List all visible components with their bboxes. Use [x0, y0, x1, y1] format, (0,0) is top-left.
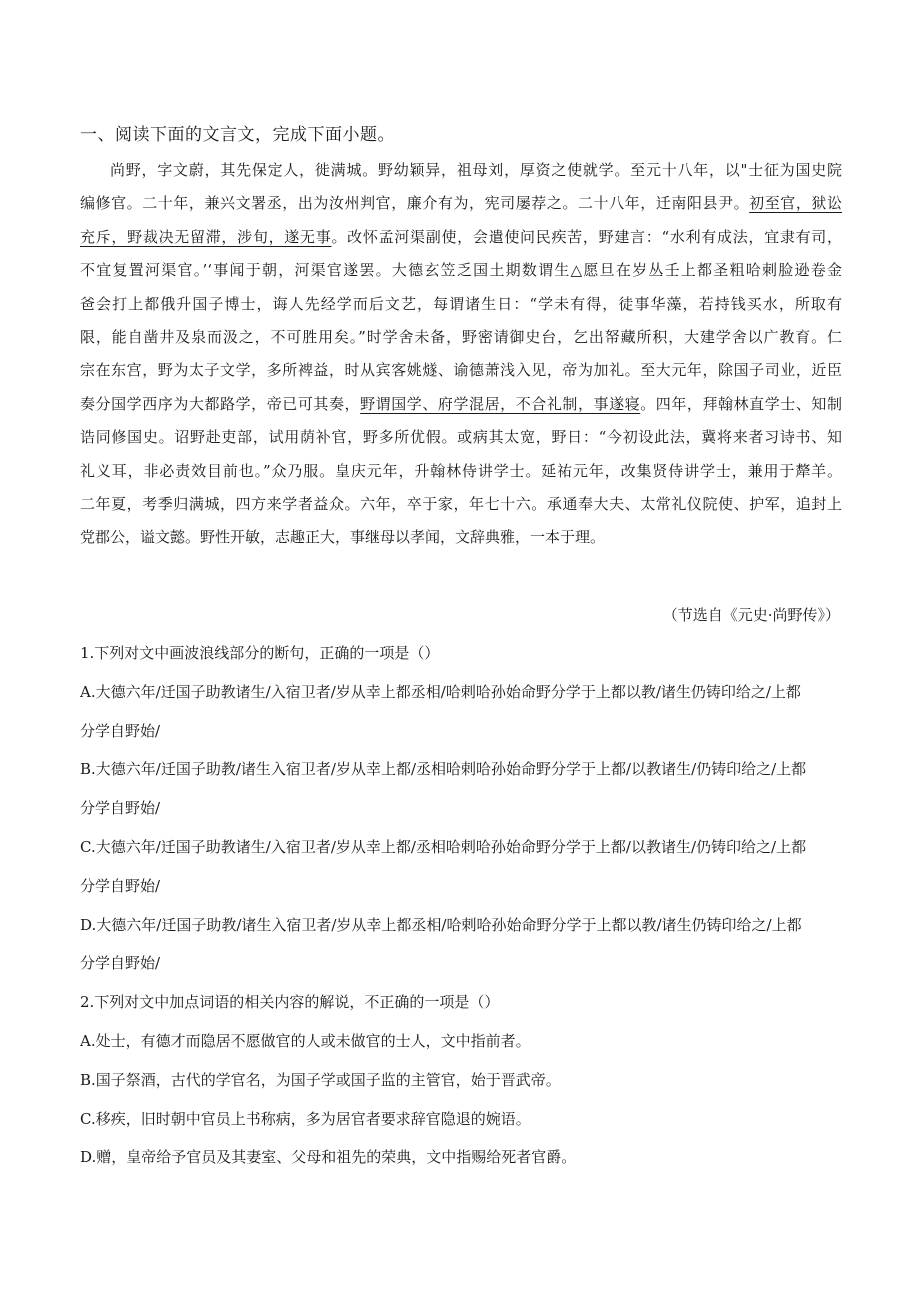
underlined-phrase: 初至官，狱讼: [749, 194, 842, 213]
passage-line: [80, 521, 842, 554]
passage-line: [80, 288, 842, 321]
question-line: 分学自野始/: [80, 721, 161, 740]
passage-text: 不宜复置河渠官。’‘事闻于朝，河渠官遂罢。大德玄笠乏国土期数谓生△愿旦在岁丛壬上都圣粗哈刺脸逊卷金: [80, 261, 842, 280]
passage-text: 二年夏，考季归满城，四方来学者益众。六年，卒于家，年七十六。承通奉大夫、太常礼仪院使、护军，追封上: [80, 494, 842, 513]
passage-text: 礼义耳，非必责效目前也。”众乃服。皇庆元年，升翰林侍讲学士。延祐元年，改集贤侍讲学士，兼用于犛羊。: [80, 461, 842, 480]
question-line: 分学自野始/: [80, 954, 161, 973]
passage-line: [80, 254, 842, 287]
passage-line: [80, 187, 842, 220]
question-line: D.大德六年/迁国子助教/诸生入宿卫者/岁从幸上都丞相/哈剌哈孙始命野分学于上都以教/诸生仍铸印给之/上都: [80, 915, 802, 934]
passage-text: 。四年，拜翰林直学士、知制: [640, 394, 842, 413]
passage-source: （节选自《元史·尚野传》）: [662, 606, 840, 624]
question-line: A.大德六年/迁国子助教诸生/入宿卫者/岁从幸上都丞相/哈剌哈孙始命野分学于上都以教/诸生仍铸印给之/上都: [80, 682, 801, 701]
question-line: D.赠，皇帝给予官员及其妻室、父母和祖先的荣典，文中指赐给死者官爵。: [80, 1148, 577, 1167]
question-line: 1.下列对文中画波浪线部分的断句，正确的一项是（）: [80, 644, 440, 662]
passage-text: 诰同修国史。诏野赴吏部，试用荫补官，野多所优假。或病其太宽，野日：“今初设此法，冀将来者习诗书、知: [80, 428, 842, 447]
question-line: C.移疾，旧时朝中官员上书称病，多为居官者要求辞官隐退的婉语。: [80, 1109, 531, 1128]
passage-text: 尚野，字文蔚，其先保定人，徙满城。野幼颖异，祖母刘，厚资之使就学。至元十八年，以"士征为国史院: [110, 161, 842, 179]
passage-line: [80, 354, 842, 387]
passage-line: [80, 488, 842, 521]
passage-text: 党郡公，谥文懿。野性开敏，志趣正大，事继母以孝闻，文辞典雅，一本于理。: [80, 528, 606, 547]
classical-passage: [80, 154, 842, 555]
passage-text: 奏分国学西序为大都路学，帝已可其奏，: [80, 394, 361, 413]
underlined-phrase: 野谓国学、府学混居，不合礼制，事遂寝: [360, 394, 641, 413]
passage-text: 宗在东宫，野为太子文学，多所裨益，时从宾客姚燧、谕德萧浅入见，帝为加礼。至大元年，除国子司业，近臣: [80, 361, 842, 380]
question-line: B.国子祭酒，古代的学官名，为国子学或国子监的主管官，始于晋武帝。: [80, 1070, 561, 1089]
passage-text: 限，能自凿井及泉而汲之，不可胜用矣。”时学舍未备，野密请御史台，乞出帑藏所积，大建学舍以广教育。仁: [80, 327, 842, 346]
section-heading: 一、阅读下面的文言文，完成下面小题。: [80, 125, 395, 145]
passage-text: 。改怀孟河渠副使，会遣使问民疾苦，野建言：“水利有成法，宜隶有司，: [331, 227, 842, 246]
passage-line: [80, 221, 842, 254]
passage-text: 爸会打上都俄升国子博士，诲人先经学而后文艺，每谓诸生日：“学未有得，徒事华藻，若持钱买水，所取有: [80, 294, 842, 313]
question-line: A.处士，有德才而隐居不愿做官的人或未做官的士人，文中指前者。: [80, 1031, 531, 1050]
passage-line: [80, 455, 842, 488]
underlined-phrase: 充斥，野裁决无留滞，涉旬，遂无事: [80, 227, 332, 246]
question-line: B.大德六年/迁国子助教/诸生入宿卫者/岁从幸上都/丞相哈剌哈孙始命野分学于上都/以教诸生/仍铸印给之/上都: [80, 760, 807, 779]
question-line: 2.下列对文中加点词语的相关内容的解说，不正确的一项是（）: [80, 993, 500, 1012]
question-line: C.大德六年/迁国子助教诸生/入宿卫者/岁从幸上都/丞相哈剌哈孙始命野分学于上都/以教诸生/仍铸印给之/上都: [80, 837, 807, 856]
passage-line: [80, 388, 842, 421]
passage-line: [80, 154, 842, 187]
passage-text: 编修官。二十年，兼兴文署丞，出为汝州判官，廉介有为，宪司屡荐之。二十八年，迁南阳县尹。: [80, 194, 750, 213]
question-line: 分学自野始/: [80, 799, 161, 818]
passage-line: [80, 321, 842, 354]
question-list: [80, 634, 842, 1177]
question-line: 分学自野始/: [80, 876, 161, 895]
passage-line: [80, 421, 842, 454]
